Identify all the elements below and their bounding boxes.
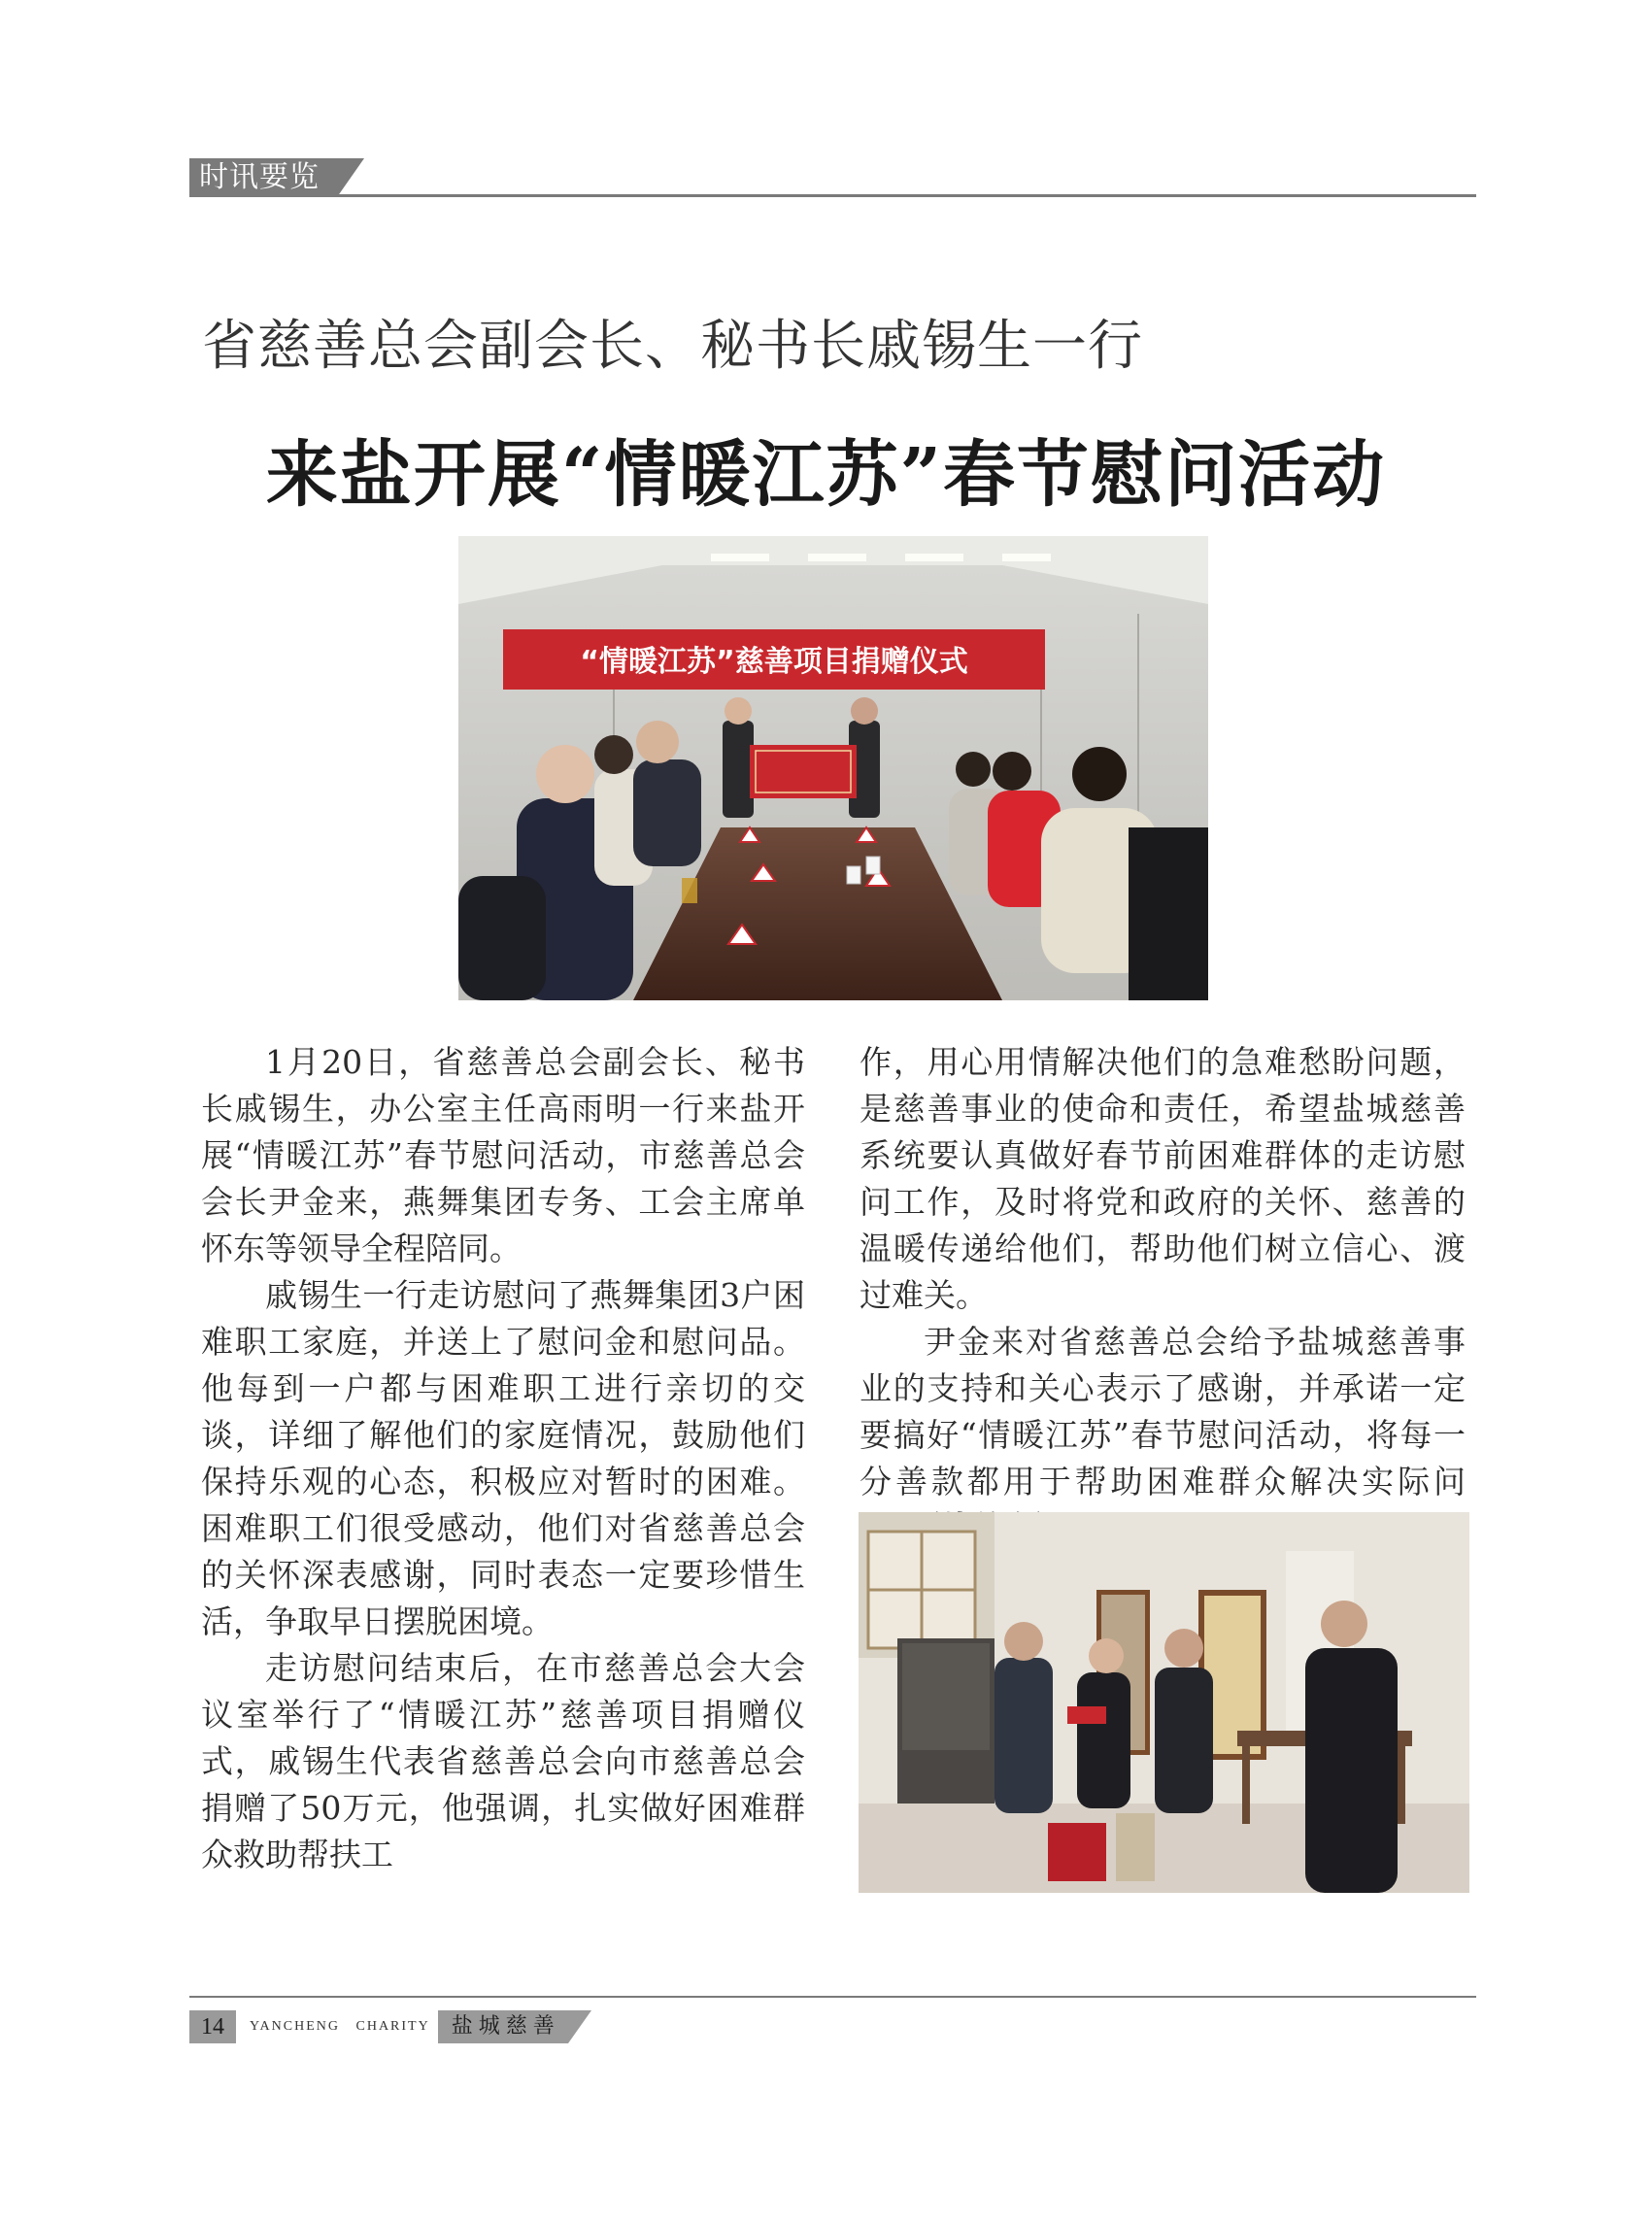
paragraph: 走访慰问结束后，在市慈善总会大会议室举行了“情暖江苏”慈善项目捐赠仪式，戚锡生代表省慈善总会向市慈善总会捐赠了50万元，他强调，扎实做好困难群众救助帮扶工 (201, 1649, 805, 1873)
section-tag-wedge (337, 158, 364, 197)
magazine-name-zh: 盐城慈善 (438, 2010, 568, 2043)
section-tag (189, 158, 364, 197)
header-rule (189, 194, 1476, 197)
magazine-name-tag (438, 2010, 591, 2043)
paragraph: 1月20日，省慈善总会副会长、秘书长戚锡生，办公室主任高雨明一行来盐开展“情暖江苏”春节慰问活动，市慈善总会会长尹金来，燕舞集团专务、工会主席单怀东等领导全程陪同。 (201, 1043, 805, 1267)
ceremony-photo (458, 536, 1208, 1000)
section-label: 时讯要览 (189, 158, 337, 197)
paragraph-text: 尹金来对省慈善总会给予盐城慈善事业的支持和关心表示了感谢，并承诺一定要搞好“情暖江苏”春节慰问活动，将每一分善款都用于帮助困难群众解决实际问 (860, 1323, 1466, 1500)
article-subtitle: 省慈善总会副会长、秘书长戚锡生一行 (202, 315, 1143, 378)
article-title: 来盐开展“情暖江苏”春节慰问活动 (265, 433, 1387, 517)
page-number: 14 (189, 2010, 236, 2043)
page-footer (189, 2010, 591, 2043)
banner-text: “情暖江苏”慈善项目捐赠仪式 (580, 645, 968, 679)
home-visit-photo (859, 1512, 1469, 1893)
magazine-tag-wedge (568, 2010, 591, 2043)
paragraph: 戚锡生一行走访慰问了燕舞集团3户困难职工家庭，并送上了慰问金和慰问品。他每到一户都与困难职工进行亲切的交谈，详细了解他们的家庭情况，鼓励他们保持乐观的心态，积极应对暂时的困难。困难职工们很受感动，他们对省慈善总会的关怀深表感谢，同时表态一定要珍惜生活，争取早日摆脱困境。 (201, 1276, 805, 1640)
magazine-name-en: YANCHENG CHARITY (250, 2019, 430, 2034)
article-right-column (860, 1039, 1466, 1552)
paragraph: 作，用心用情解决他们的急难愁盼问题，是慈善事业的使命和责任，希望盐城慈善系统要认真做好春节前困难群体的走访慰问工作，及时将党和政府的关怀、慈善的温暖传递给他们，帮助他们树立信心、渡过难关。 (860, 1043, 1466, 1314)
footer-rule (189, 1996, 1476, 1998)
article-left-column (201, 1039, 805, 1878)
